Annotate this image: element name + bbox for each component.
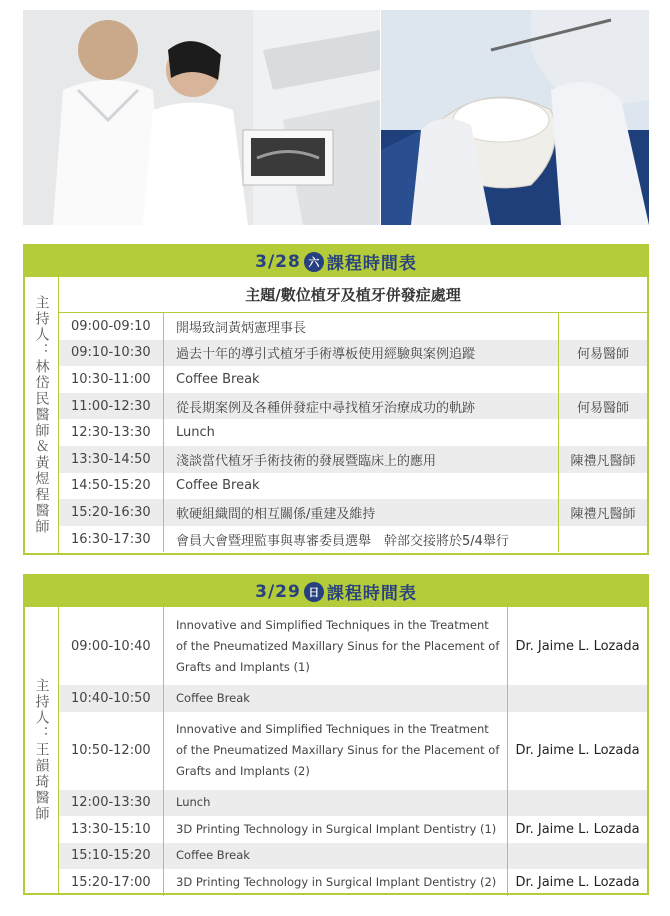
session-speaker [559, 473, 647, 500]
schedule-day2 [23, 574, 649, 895]
session-time: 14:50-15:20 [59, 473, 164, 500]
session-time: 10:50-12:00 [59, 712, 164, 790]
session-speaker: 何易醫師 [576, 400, 629, 416]
session-time: 13:30-14:50 [59, 446, 164, 473]
table-row [59, 393, 647, 420]
session-time: 12:00-13:30 [59, 790, 164, 817]
host-column [25, 607, 59, 893]
table-row [59, 340, 647, 367]
host-label: 主持人：王韻琦醫師 [33, 678, 50, 822]
session-time: 15:20-16:30 [59, 499, 164, 526]
session-speaker: Dr. Jaime L. Lozada [515, 821, 640, 837]
session-title: Lunch [164, 790, 508, 817]
table-row [59, 843, 647, 870]
session-time: 13:30-15:10 [59, 816, 164, 843]
session-time: 10:40-10:50 [59, 685, 164, 712]
dental-model-photo [381, 10, 649, 225]
schedule-header [25, 576, 647, 607]
session-time: 09:00-09:10 [59, 313, 164, 340]
session-title: 開場致詞黃炳憲理事長 [164, 313, 559, 340]
schedule-heading: 課程時間表 [326, 254, 417, 274]
session-speaker: 陳禮凡醫師 [570, 506, 636, 522]
session-time: 09:00-10:40 [59, 607, 164, 685]
day-badge: 日 [304, 582, 324, 602]
session-speaker [508, 790, 647, 817]
session-time: 11:00-12:30 [59, 393, 164, 420]
session-speaker [559, 313, 647, 340]
session-title: 3D Printing Technology in Surgical Implant Dentistry (1) [164, 816, 508, 843]
session-time: 16:30-17:30 [59, 526, 164, 553]
session-title: 會員大會暨理監事與專審委員選舉 幹部交接將於5/4舉行 [164, 526, 559, 553]
session-speaker: Dr. Jaime L. Lozada [515, 638, 640, 654]
session-speaker [508, 685, 647, 712]
table-row [59, 366, 647, 393]
dentists-xray-photo [23, 10, 380, 225]
session-title: 軟硬組織間的相互關係/重建及維持 [164, 499, 559, 526]
session-time: 12:30-13:30 [59, 419, 164, 446]
session-time: 10:30-11:00 [59, 366, 164, 393]
session-title: Coffee Break [164, 685, 508, 712]
session-speaker: 陳禮凡醫師 [570, 453, 636, 469]
session-title: Coffee Break [164, 473, 559, 500]
session-title: 淺談當代植牙手術技術的發展暨臨床上的應用 [164, 446, 559, 473]
session-speaker [559, 419, 647, 446]
session-title: Lunch [164, 419, 559, 446]
table-row [59, 816, 647, 843]
schedule-date: 3/28 [255, 251, 301, 272]
session-title: 3D Printing Technology in Surgical Implant Dentistry (2) [164, 869, 508, 896]
session-title: Coffee Break [164, 366, 559, 393]
session-speaker [559, 366, 647, 393]
session-speaker [559, 526, 647, 553]
session-title: Innovative and Simplified Techniques in the Treatment of the Pneumatized Maxillary Sinus for the Placement of Grafts and Implants (1) [164, 607, 508, 685]
table-row [59, 712, 647, 790]
session-time: 15:20-17:00 [59, 869, 164, 896]
schedule-date: 3/29 [255, 581, 301, 602]
session-speaker [508, 843, 647, 870]
schedule-rows [59, 313, 647, 552]
session-title: Coffee Break [164, 843, 508, 870]
table-row [59, 419, 647, 446]
topic-title: 主題/數位植牙及植牙併發症處理 [59, 277, 647, 313]
host-column [25, 277, 59, 553]
table-row [59, 313, 647, 340]
host-label: 主持人：林岱民醫師＆黃煜程醫師 [33, 295, 50, 535]
table-row [59, 869, 647, 896]
session-time: 15:10-15:20 [59, 843, 164, 870]
table-row [59, 790, 647, 817]
session-speaker: Dr. Jaime L. Lozada [515, 743, 640, 758]
session-title: Innovative and Simplified Techniques in the Treatment of the Pneumatized Maxillary Sinus for the Placement of Grafts and Implants (2) [164, 712, 508, 790]
schedule-rows [59, 607, 647, 896]
session-speaker: Dr. Jaime L. Lozada [515, 874, 640, 890]
day-badge: 六 [304, 252, 324, 272]
table-row [59, 473, 647, 500]
table-row [59, 607, 647, 685]
table-row [59, 526, 647, 553]
session-time: 09:10-10:30 [59, 340, 164, 367]
session-title: 從長期案例及各種併發症中尋找植牙治療成功的軌跡 [164, 393, 559, 420]
session-title: 過去十年的導引式植牙手術導板使用經驗與案例追蹤 [164, 340, 559, 367]
schedule-header [25, 246, 647, 277]
schedule-heading: 課程時間表 [326, 584, 417, 604]
table-row [59, 446, 647, 473]
schedule-day1 [23, 244, 649, 555]
table-row [59, 685, 647, 712]
table-row [59, 499, 647, 526]
session-speaker: 何易醫師 [576, 347, 629, 363]
